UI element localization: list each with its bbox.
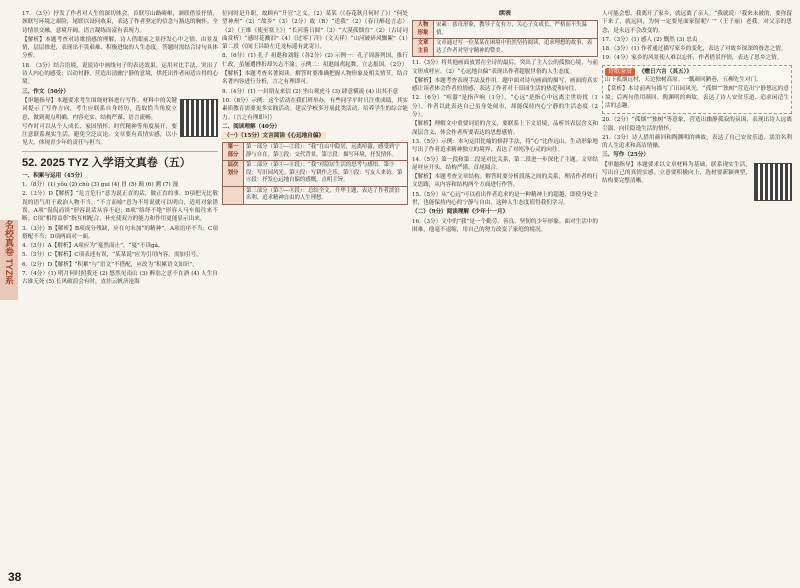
character-table xyxy=(412,20,598,57)
answer-q14: 14.（5分）第一段和第二段是对比关系，第二段进一步深化了主题。文章结尾呼应开头，结构严谨，首尾圆合。 xyxy=(412,156,598,171)
exam-title: 52. 2025 TYZ 入学语文真卷（五） xyxy=(22,156,191,169)
table-cell: 第三部分（第⑦—⑧段）：总结全文，升华主题，表达了作者淡泊名利、追求精神自由的人生理想。 xyxy=(244,186,408,204)
analysis-q8: 【解析】本题考查名著阅读。解答时要准确把握人物形象及相关情节，结合名著内容进行分析，言之有理即可。 xyxy=(222,71,408,86)
table-row xyxy=(413,39,598,57)
table-label: 人物形象 xyxy=(413,21,434,39)
writing-guide-2: 【审题指导】本题要求以文章材料为基础，联系现实生活，写出自己的真情实感。立意要积极向上，选材要新颖典型，结构要完整清晰。 xyxy=(602,161,751,185)
answer-q8: 8.（6分）(1) 孔子 祖逖和刘琨（各2分）(2) 示例一：孔子周游列国，推行仁政，虽屡遭挫折却矢志不渝；示例二：祖逖闻鸡起舞，立志报国。（2分） xyxy=(222,53,408,68)
writing-guide-more: 写作时可以从个人成长、家国情怀、时代精神等角度展开，要注意联系现实生活，避免空泛议论。文章要有真情实感，以小见大，体现青少年的责任与担当。 xyxy=(22,123,177,147)
answer-q12: 12.（6分）“喧嚣”是指声响（1分），“心远”是指心中远离尘世纷扰（1分）。作者以此表达自己虽身处闹市，却能保持内心宁静的生活态度（2分）。 xyxy=(412,95,598,119)
answer-q17b: 17.（3分）(1) 感人 (2) 慨然 (3) 忠贞 xyxy=(602,36,698,43)
column-1 xyxy=(22,10,218,566)
answer-q10: 10.（8分）示例：这个活动在我们班举办，有些同学平时只注重成绩，其实素质教育需要更多实践活动。建议学校多开展此类活动，培养学生的综合能力。（言之有理即可） xyxy=(222,97,408,121)
answer-q1: 1.（8分）(1) yǒu (2) chù (3) gui (4) 胃 (5) 颠 (6) 溯 (7) 漫 xyxy=(22,182,179,189)
table-label: 文章主旨 xyxy=(413,39,434,57)
table-row xyxy=(223,143,408,161)
side-tab xyxy=(0,220,18,300)
poem-analysis: 【赏析】本诗前两句描写了田园风光，“孤烟”“独树”营造出宁静悠远的意境；后两句借用颜回、陶渊明的典故，表达了诗人安贫乐道、追求闲适生活的志趣。 xyxy=(605,86,789,109)
reading-2-title: （二）（9分）阅读理解《少年十一月》 xyxy=(412,209,509,216)
analysis-q14: 【解析】本题考查文章结构。解答时要分析段落之间的关系，理清作者的行文思路，从内容和结构两个方面进行作答。 xyxy=(412,174,598,189)
section-1-title: 一、积累与运用（45分） xyxy=(22,172,86,179)
analysis-q12: 【解析】理解文中重要词语的含义，要联系上下文语境，品析其表层含义和深层含义，体会作者所要表达的思想感情。 xyxy=(412,121,598,136)
answer-q5: 5.（3分）C【解析】C项表述有误，“某某说”应为引用内容，需加引号。 xyxy=(22,252,202,259)
divider xyxy=(22,151,218,152)
answer-q20: 20.（2分）“孤烟”“独树”等意象，营造出幽静孤寂的氛围，表现出诗人远离尘嚣、向往隐逸生活的情怀。 xyxy=(602,117,792,132)
table-row xyxy=(413,21,598,39)
table-cell: 宋素：慈母形象，教导子女有方，关心子女成长，严格而不失温情。 xyxy=(434,21,598,39)
writing-guide: 【审题指导】本题要求考生围绕材料进行写作。材料中的关键词提示了写作方向，考生应联系自身经历，选取恰当角度立意，做到观点明确、内容充实、结构严谨、语言流畅。 xyxy=(22,97,177,121)
poem-text: 山下孤烟远村，天边独树高原。一瓢颜回陋巷，五柳先生对门。 xyxy=(605,77,762,84)
analysis-q17: 【解析】本题考查对诗歌情感的理解。诗人借眼前之景抒发心中之情，由景及情，层层推进，表现出不畏艰难、积极进取的人生态度。答题时需结合诗句具体分析。 xyxy=(22,36,218,60)
col2-intro: 位同时是升职，故顾有“升官”之义。（2）某某（《春花秋月何时了》）“何处望神州”（2）“故乡”（3）（2分）故（B）“送我”（2）（春日醉起言志）（2）（王维《使至塞上》）“长河落日圆”（3）“大漠孤烟直”（2）（古诗词曲赏析）“感时花溅泪”（4）《过零丁洋》（文天祥）“山河破碎风飘絮”（1）第二段（《闻王昌龄左迁龙标遥有此寄》）。 xyxy=(222,11,408,51)
poem-tag: 诗歌鉴赏 xyxy=(605,68,635,76)
table-row xyxy=(223,186,408,204)
answer-q7: 7.（4分）(1) 明月何时照我还 (2) 悠然见南山 (3) 醉翁之意不在酒 (4) 人生自古谁无死 (5) 长风破浪会有时，直挂云帆济沧海 xyxy=(22,271,218,286)
table-row xyxy=(223,161,408,187)
answer-q16: 16.（3分）文中的“我”是一个勤劳、善良、坚韧的少年形象。面对生活中的困难，他毫不退缩，用自己的努力改变了家庭的境况。 xyxy=(412,218,598,233)
structure-table xyxy=(222,142,408,205)
table-label: 第一部分 xyxy=(223,143,244,161)
side-tab-label: 名校真卷 TYZ系 xyxy=(4,220,14,285)
column-2 xyxy=(222,10,408,566)
col4-intro: 人可能会想，我离开了家乡，就远离了亲人。“我就说：‘我来未被的，要你留下来了，就远回，为何一定要见面家留呢？’”（王子丽）老我。对父亲的思念，是永远不会改变的。 xyxy=(602,11,792,34)
answer-q11: 11.（3分）将其他画面放置在全诗的最后，突出了主人公的孤独心境，与前文形成呼应。（2）“心远地自偏”表现出作者超脱世俗的人生态度。 xyxy=(412,60,598,75)
table-cell: 第二部分（第③—⑥段）：“我”对隐居生活的思考与感悟。第③段：写田园风光。第④段：写耕作之乐。第⑤段：写友人来访。第⑥段：抒发心远地自偏的感慨，点明主旨。 xyxy=(244,161,408,187)
table-label: 层次划分 xyxy=(223,161,244,187)
answer-q17: 17. （3分）抒发了作者对人生的深切体会。首联写山路崎岖，颔联借景抒情，颈联写环境之艰险，尾联以设问收束，表达了作者坚定的信念与豁达的胸怀。全诗情景交融，意境开阔，语言凝练而富有表现力。 xyxy=(22,11,218,34)
poem-title: 《赠日六言（其五）》 xyxy=(638,68,692,75)
answer-q19b: 19.（4分）家乡的风景使人难以忘怀，作者借景抒情，表达了思乡之情。 xyxy=(602,55,783,62)
answer-q18: 18. （3分）结合语境，说说诗中画线句子的表达效果。运用对比手法，突出了诗人内心的感受；以动衬静，营造出清幽宁静的意境，烘托出作者闲适自得的心境。 xyxy=(22,62,218,86)
answer-q3: 3.（3分）B【解析】B项成分残缺，应在句末加“的精神”。A项语序不当；C项搭配不当；D项两面对一面。 xyxy=(22,225,218,240)
reading-title: （一）（15分）文言阅读《心远地自偏》 xyxy=(224,133,325,140)
poem-box xyxy=(602,65,792,114)
answer-q6: 6.（2分）D【解析】“积累”与“语文”不搭配，应改为“积累语文知识”。 xyxy=(22,261,198,268)
answer-q4: 4.（3分）A【解析】A项应为“戛然而止”，“戛”不读gá。 xyxy=(22,243,164,250)
answer-q18b: 18.（3分）(1) 作者通过描写家乡的变化，表达了对故乡深深的眷恋之情。 xyxy=(602,46,787,53)
qr-code-icon[interactable] xyxy=(754,163,792,201)
column-3 xyxy=(412,10,598,566)
table-cell: 第一部分（第①—②段）：“我”在山中隐居，远离喧嚣，感受到宁静与自在。第①段：交代背景。第②段：描写环境，抒发情怀。 xyxy=(244,143,408,161)
section-2-title: 二、阅读理解（40分） xyxy=(222,123,281,130)
answer-q15: 15.（5分）从“心远”可以看出作者追求的是一种精神上的超越，即使身处尘世，也能保持内心的宁静与自由，这种人生态度值得我们学习。 xyxy=(412,191,598,207)
section-writing: 三、作文（50分） xyxy=(22,88,69,95)
answer-q2: 2.（3分）D【解析】“危言危行”意为说正直的话，做正直的事。D项把无比敬畏的语气用于政治人物不当，“不言而喻”意为不用说就可以明白，适用对象错误。A项“侃侃而谈”形容说话从容不迫；B项“络绎不绝”形容人马车船往来不断；C项“相得益彰”指互相配合、补充使双方的能力和作用更能显示出来。 xyxy=(22,191,218,223)
table-cell: 文章通过写一位某某在困境中仍然坚持阅读、追求理想的故事，表达了作者对坚守精神的赞美。 xyxy=(434,39,598,57)
answer-q13: 13.（5分）示例：本句运用比喻的修辞手法，将“心”比作远山，生动形象地写出了作者追求精神独立的境界，表达了对纯净心灵的向往。 xyxy=(412,138,598,154)
answer-q21: 21.（3分）诗人借用颜回和陶渊明的典故，表达了自己安贫乐道、淡泊名利的人生追求和高洁情操。 xyxy=(602,134,792,150)
column-4 xyxy=(602,10,792,566)
qr-code-icon[interactable] xyxy=(180,99,218,137)
table-label xyxy=(223,186,244,204)
answer-q9: 9.（4分）(1) 一封朋友来信 (2) 坐山观虎斗 (3) 肆意横流 (4) 出其不意 xyxy=(222,88,399,95)
analysis-q11: 【解析】本题考查表现手法及作用。题中面对诗句画面的描写，画面的真实感让读者体会作者的情感，表达了作者对于田园生活的热爱和向往。 xyxy=(412,77,598,93)
page-number: 38 xyxy=(8,570,22,584)
section-3-title: 三、写作（25分） xyxy=(602,152,649,159)
table-continued-label: 续表 xyxy=(498,10,511,17)
